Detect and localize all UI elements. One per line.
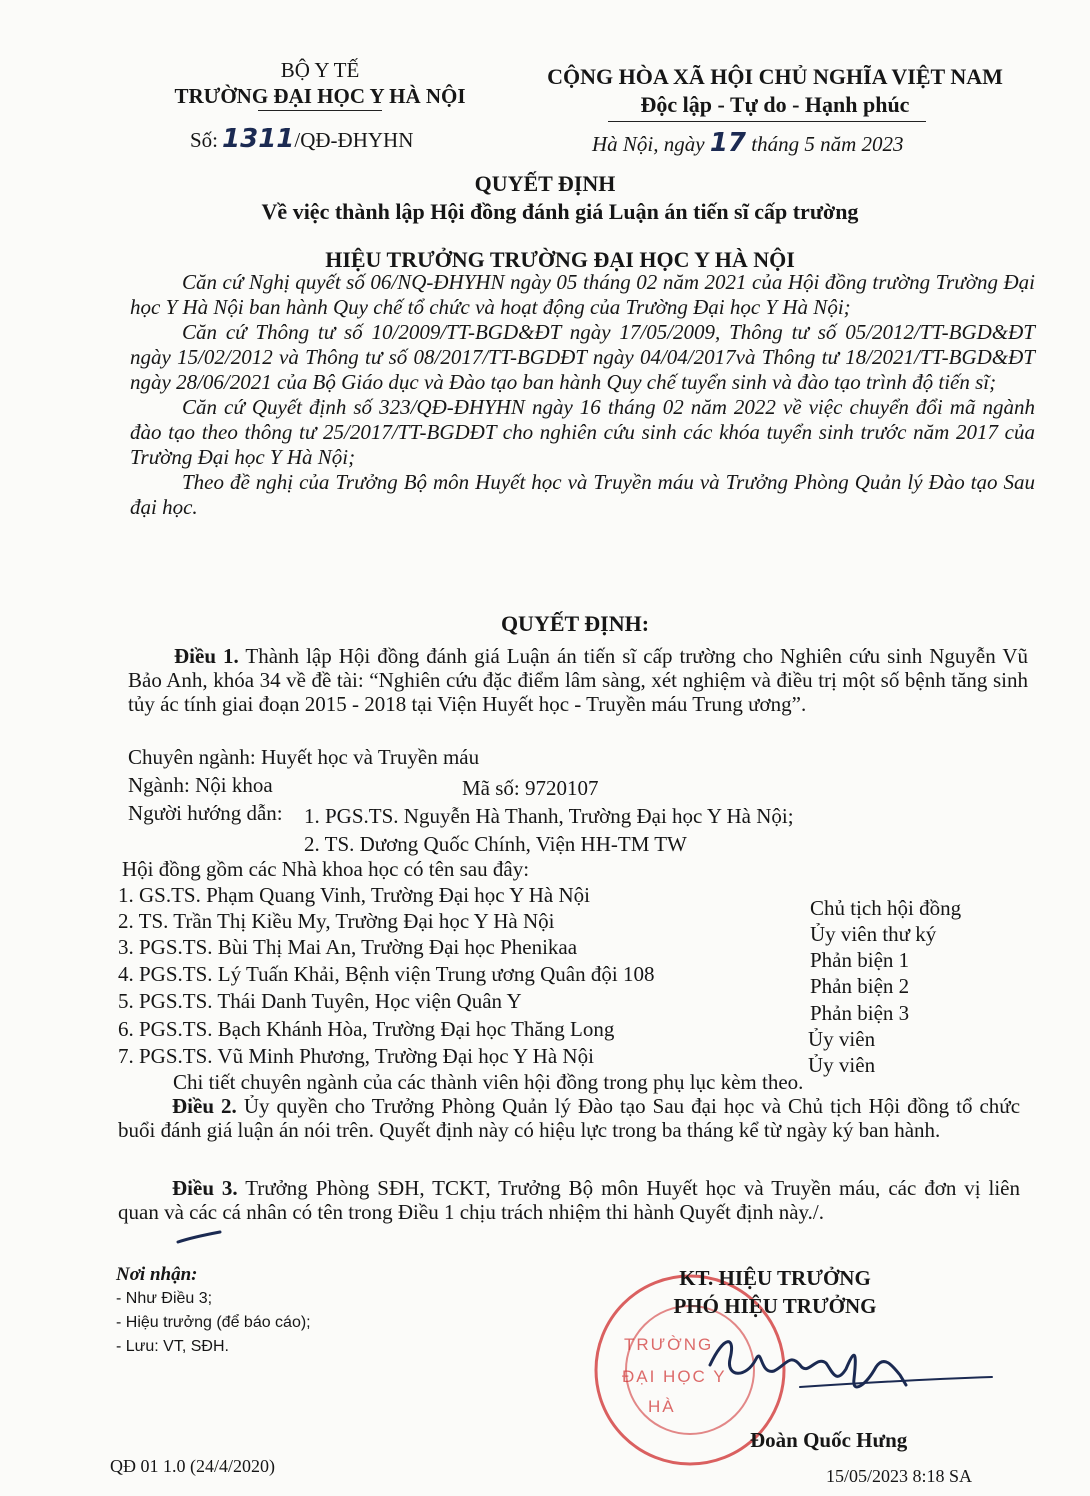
article-2-text: Ủy quyền cho Trưởng Phòng Quản lý Đào tạo Sau đại học và Chủ tịch Hội đồng tổ chức buổi đánh giá luận án nói trên. Quyết định này có hiệu lực trong ba tháng kể từ ngày ký ban hành.	[118, 1094, 1021, 1142]
handwritten-signature	[690, 1325, 1000, 1405]
council-member-name: 5. PGS.TS. Thái Danh Tuyên, Học viện Quân Y	[118, 989, 522, 1013]
article-1	[128, 644, 1028, 716]
decision-heading: QUYẾT ĐỊNH:	[500, 611, 650, 636]
council-member-role: Ủy viên	[808, 1053, 876, 1077]
signature-title-1: KT. HIỆU TRƯỞNG	[679, 1266, 871, 1290]
specialty: Chuyên ngành: Huyết học và Truyền máu	[128, 745, 480, 769]
article-3-text: Trưởng Phòng SĐH, TCKT, Trưởng Bộ môn Huyết học và Truyền máu, các đơn vị liên quan và các cá nhân có tên trong Điều 1 chịu trách nhiệm thi hành Quyết định này./.	[118, 1176, 1020, 1224]
advisors-label: Người hướng dẫn:	[128, 801, 283, 825]
article-2-label: Điều 2.	[172, 1094, 237, 1118]
council-member-name: 6. PGS.TS. Bạch Khánh Hòa, Trường Đại học Thăng Long	[118, 1017, 615, 1041]
council-member-role: Ủy viên	[808, 1027, 876, 1051]
country-name: CỘNG HÒA XÃ HỘI CHỦ NGHĨA VIỆT NAM	[547, 64, 1003, 89]
council-member-role: Chủ tịch hội đồng	[810, 896, 962, 920]
university-name: TRƯỜNG ĐẠI HỌC Y HÀ NỘI	[174, 84, 466, 108]
field-code: Mã số: 9720107	[462, 776, 599, 800]
svg-text:HÀ: HÀ	[648, 1397, 676, 1416]
article-1-label: Điều 1.	[174, 644, 239, 668]
document-number-prefix: Số:	[190, 128, 219, 152]
ministry-name: BỘ Y TẾ	[280, 58, 360, 82]
article-1-text: Thành lập Hội đồng đánh giá Luận án tiến sĩ cấp trường cho Nghiên cứu sinh Nguyễn Vũ Bảo Anh, khóa 34 về đề tài: “Nghiên cứu đặc điểm lâm sàng, xét nghiệm và điều trị một số bệnh tăng sinh tủy ác tính giai đoạn 2015 - 2018 tại Viện Huyết học - Truyền máu Trung ương”.	[128, 644, 1028, 716]
council-member-role: Ủy viên thư ký	[810, 922, 937, 946]
signer-name: Đoàn Quốc Hưng	[750, 1428, 908, 1452]
council-member-role: Phản biện 1	[810, 948, 910, 972]
national-motto: Độc lập - Tự do - Hạnh phúc	[640, 92, 910, 117]
document-number-handwritten: 1311	[222, 124, 295, 154]
svg-text:ĐẠI HỌC Y: ĐẠI HỌC Y	[622, 1367, 727, 1386]
recipients-title: Nơi nhận:	[116, 1264, 198, 1285]
recipient-item: - Hiệu trưởng (để báo cáo);	[116, 1314, 311, 1331]
print-timestamp: 15/05/2023 8:18 SA	[826, 1466, 973, 1486]
basis-paragraph: Căn cứ Thông tư số 10/2009/TT-BGD&ĐT ngày 17/05/2009, Thông tư số 05/2012/TT-BGD&ĐT ngày 15/02/2012 và Thông tư số 08/2017/TT-BGDĐT ngày 04/04/2017và Thông tư 18/2021/TT-BGD&ĐT ngày 28/06/2021 của Bộ Giáo dục và Đào tạo ban hành Quy chế tuyển sinh và đào tạo trình độ tiến sĩ;	[130, 320, 1035, 394]
council-member-name: 7. PGS.TS. Vũ Minh Phương, Trường Đại học Y Hà Nội	[118, 1044, 594, 1068]
decision-subject: Về việc thành lập Hội đồng đánh giá Luận án tiến sĩ cấp trường	[261, 199, 859, 224]
authority-heading: HIỆU TRƯỞNG TRƯỜNG ĐẠI HỌC Y HÀ NỘI	[325, 247, 795, 272]
date-day-handwritten: 17	[709, 128, 747, 158]
council-member-name: 2. TS. Trần Thị Kiều My, Trường Đại học Y Hà Nội	[118, 909, 555, 933]
recipient-item: - Như Điều 3;	[116, 1290, 213, 1307]
header-left-underline	[258, 110, 382, 111]
legal-bases	[130, 270, 1035, 520]
advisor-2: 2. TS. Dương Quốc Chính, Viện HH-TM TW	[304, 832, 687, 856]
document-number-suffix: /QĐ-ĐHYHN	[294, 128, 414, 152]
article-2	[118, 1094, 1020, 1142]
basis-paragraph: Căn cứ Nghị quyết số 06/NQ-ĐHYHN ngày 05 tháng 02 năm 2021 của Hội đồng trường Trường Đại học Y Hà Nội ban hành Quy chế tổ chức và hoạt động của Trường Đại học Y Hà Nội;	[130, 270, 1035, 319]
document-date	[592, 128, 904, 158]
council-member-role: Phản biện 3	[810, 1001, 910, 1025]
council-member-name: 3. PGS.TS. Bùi Thị Mai An, Trường Đại học Phenikaa	[118, 935, 578, 959]
article-3-label: Điều 3.	[172, 1176, 238, 1200]
date-prefix: Hà Nội, ngày	[592, 132, 705, 156]
field: Ngành: Nội khoa	[128, 773, 273, 797]
appendix-note: Chi tiết chuyên ngành của các thành viên hội đồng trong phụ lục kèm theo.	[173, 1070, 804, 1094]
decision-title: QUYẾT ĐỊNH	[474, 171, 616, 196]
basis-paragraph: Theo đề nghị của Trưởng Bộ môn Huyết học và Truyền máu và Trưởng Phòng Quản lý Đào tạo Sau đại học.	[130, 470, 1035, 519]
svg-text:TRƯỜNG: TRƯỜNG	[624, 1335, 714, 1354]
council-intro: Hội đồng gồm các Nhà khoa học có tên sau đây:	[122, 857, 530, 881]
article-3	[118, 1176, 1020, 1224]
advisor-1: 1. PGS.TS. Nguyễn Hà Thanh, Trường Đại học Y Hà Nội;	[304, 804, 794, 828]
council-member-name: 1. GS.TS. Phạm Quang Vinh, Trường Đại học Y Hà Nội	[118, 883, 590, 907]
recipient-item: - Lưu: VT, SĐH.	[116, 1338, 229, 1355]
date-suffix: tháng 5 năm 2023	[751, 132, 904, 156]
council-member-role: Phản biện 2	[810, 974, 910, 998]
basis-paragraph: Căn cứ Quyết định số 323/QĐ-ĐHYHN ngày 16 tháng 02 năm 2022 về việc chuyển đổi mã ngành đào tạo theo thông tư 25/2017/TT-BGDĐT cho nghiên cứu sinh các khóa tuyển sinh trước năm 2017 của Trường Đại học Y Hà Nội;	[130, 395, 1035, 469]
document-number	[190, 124, 413, 154]
council-member-name: 4. PGS.TS. Lý Tuấn Khải, Bệnh viện Trung ương Quân đội 108	[118, 962, 655, 986]
motto-underline	[608, 121, 926, 122]
handwritten-stroke	[176, 1226, 222, 1248]
signature-title-2: PHÓ HIỆU TRƯỞNG	[673, 1294, 877, 1318]
form-code: QĐ 01 1.0 (24/4/2020)	[110, 1456, 275, 1476]
